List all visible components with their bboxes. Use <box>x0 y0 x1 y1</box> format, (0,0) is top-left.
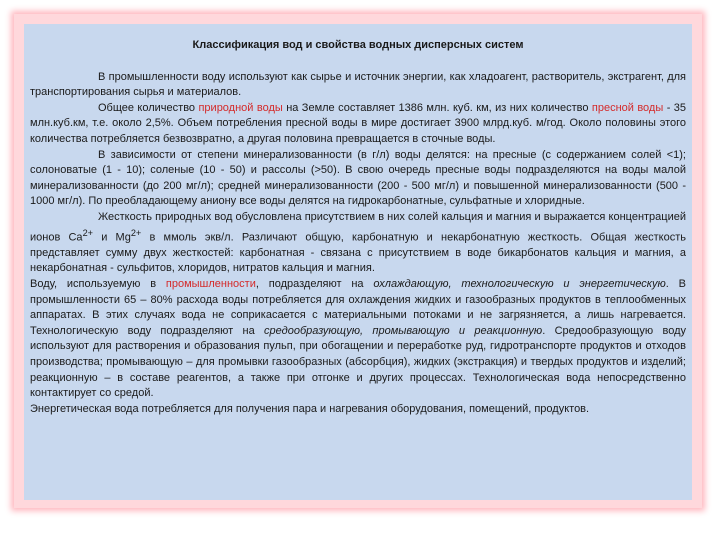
text: и Mg <box>93 231 131 244</box>
text: в ммоль экв/л. Различают общую, карбонатную и некарбонатную жесткость. Общая жесткость представляет сумму двух жесткостей: карбонатная - связана с присутствием в воде бикарбонатов кальция и магния, а некарбонатная - сульфитов, хлоридов, нитратов кальция и магния. <box>30 231 686 275</box>
link-natural-water: природной воды <box>198 101 283 114</box>
text: - 35 млн.куб.км, т.е. около 2,5%. Объем потребления пресной воды в мире достигает 3900 млрд.куб. м/год. Около половины этого количества потребляется безвозвратно, а другая половина превращается в сточные воды. <box>30 101 687 145</box>
italic-text: средообразующую, промывающую и реакционную <box>264 324 543 337</box>
text: Жесткость природных вод обусловлена присутствием в них солей кальция и магния и выражается концентрацией ионов Ca <box>30 210 686 244</box>
link-fresh-water: пресной воды <box>591 101 664 114</box>
paragraph-water-amount <box>30 101 686 148</box>
document-title: Классификация вод и свойства водных дисперсных систем <box>192 39 524 51</box>
text: на Земле составляет 1386 млн. куб. км, из них количество <box>286 101 589 114</box>
text: . Средообразующую воду используют для растворения и образования пульп, при обогащении и переработке руд, гидротранспорте продуктов и отходов производства; промывающую – для промывки газообразных (абсорбция), жидких (экстракция) и твердых продуктов и изделий; реакционную – в составе реагентов, а также при отгонке и других процессах. Технологическая вода непосредственно контактирует со средой. <box>30 324 687 400</box>
superscript: 2+ <box>130 227 142 238</box>
text: Общее количество <box>98 101 196 114</box>
paragraph-mineralization: В зависимости от степени минерализованности (в г/л) воды делятся: на пресные (с содержанием солей <1); солоноватые (1 - 10); соленые (10 - 50) и рассолы (>50). В свою очередь пресные воды подразделяются на воды малой минерализованности (до 200 мг/л); средней минерализованности (200 - 500 мг/л) и повышенной минерализованности (500 - 1000 мг/л). По преобладающему аниону все воды делятся на гидрокарбонатные, сульфатные и хлоридные. <box>30 148 686 208</box>
text: , подразделяют на <box>255 277 364 290</box>
text: . В промышленности 65 – 80% расхода воды потребляется для охлаждения жидких и газообразных продуктов в теплообменных аппаратах. В этих случаях вода не соприкасается с материальными потоками и не загрязняется, а лишь нагревается. Технологическую воду подразделяют на <box>30 277 686 337</box>
paragraph-industrial-water <box>30 277 686 402</box>
paragraph-intro: В промышленности воду используют как сырье и источник энергии, как хладоагент, растворитель, экстрагент, для транспортирования сырья и материалов. <box>30 70 686 99</box>
text: Воду, используемую в <box>30 277 157 290</box>
paragraph-energy-water: Энергетическая вода потребляется для получения пара и нагревания оборудования, помещений, продуктов. <box>30 402 590 415</box>
superscript: 2+ <box>82 227 94 238</box>
document-page <box>24 24 692 500</box>
paragraph-hardness <box>30 210 686 277</box>
link-industry: промышленности <box>165 277 256 290</box>
italic-text: охлаждающую, технологическую и энергетическую <box>373 277 666 290</box>
